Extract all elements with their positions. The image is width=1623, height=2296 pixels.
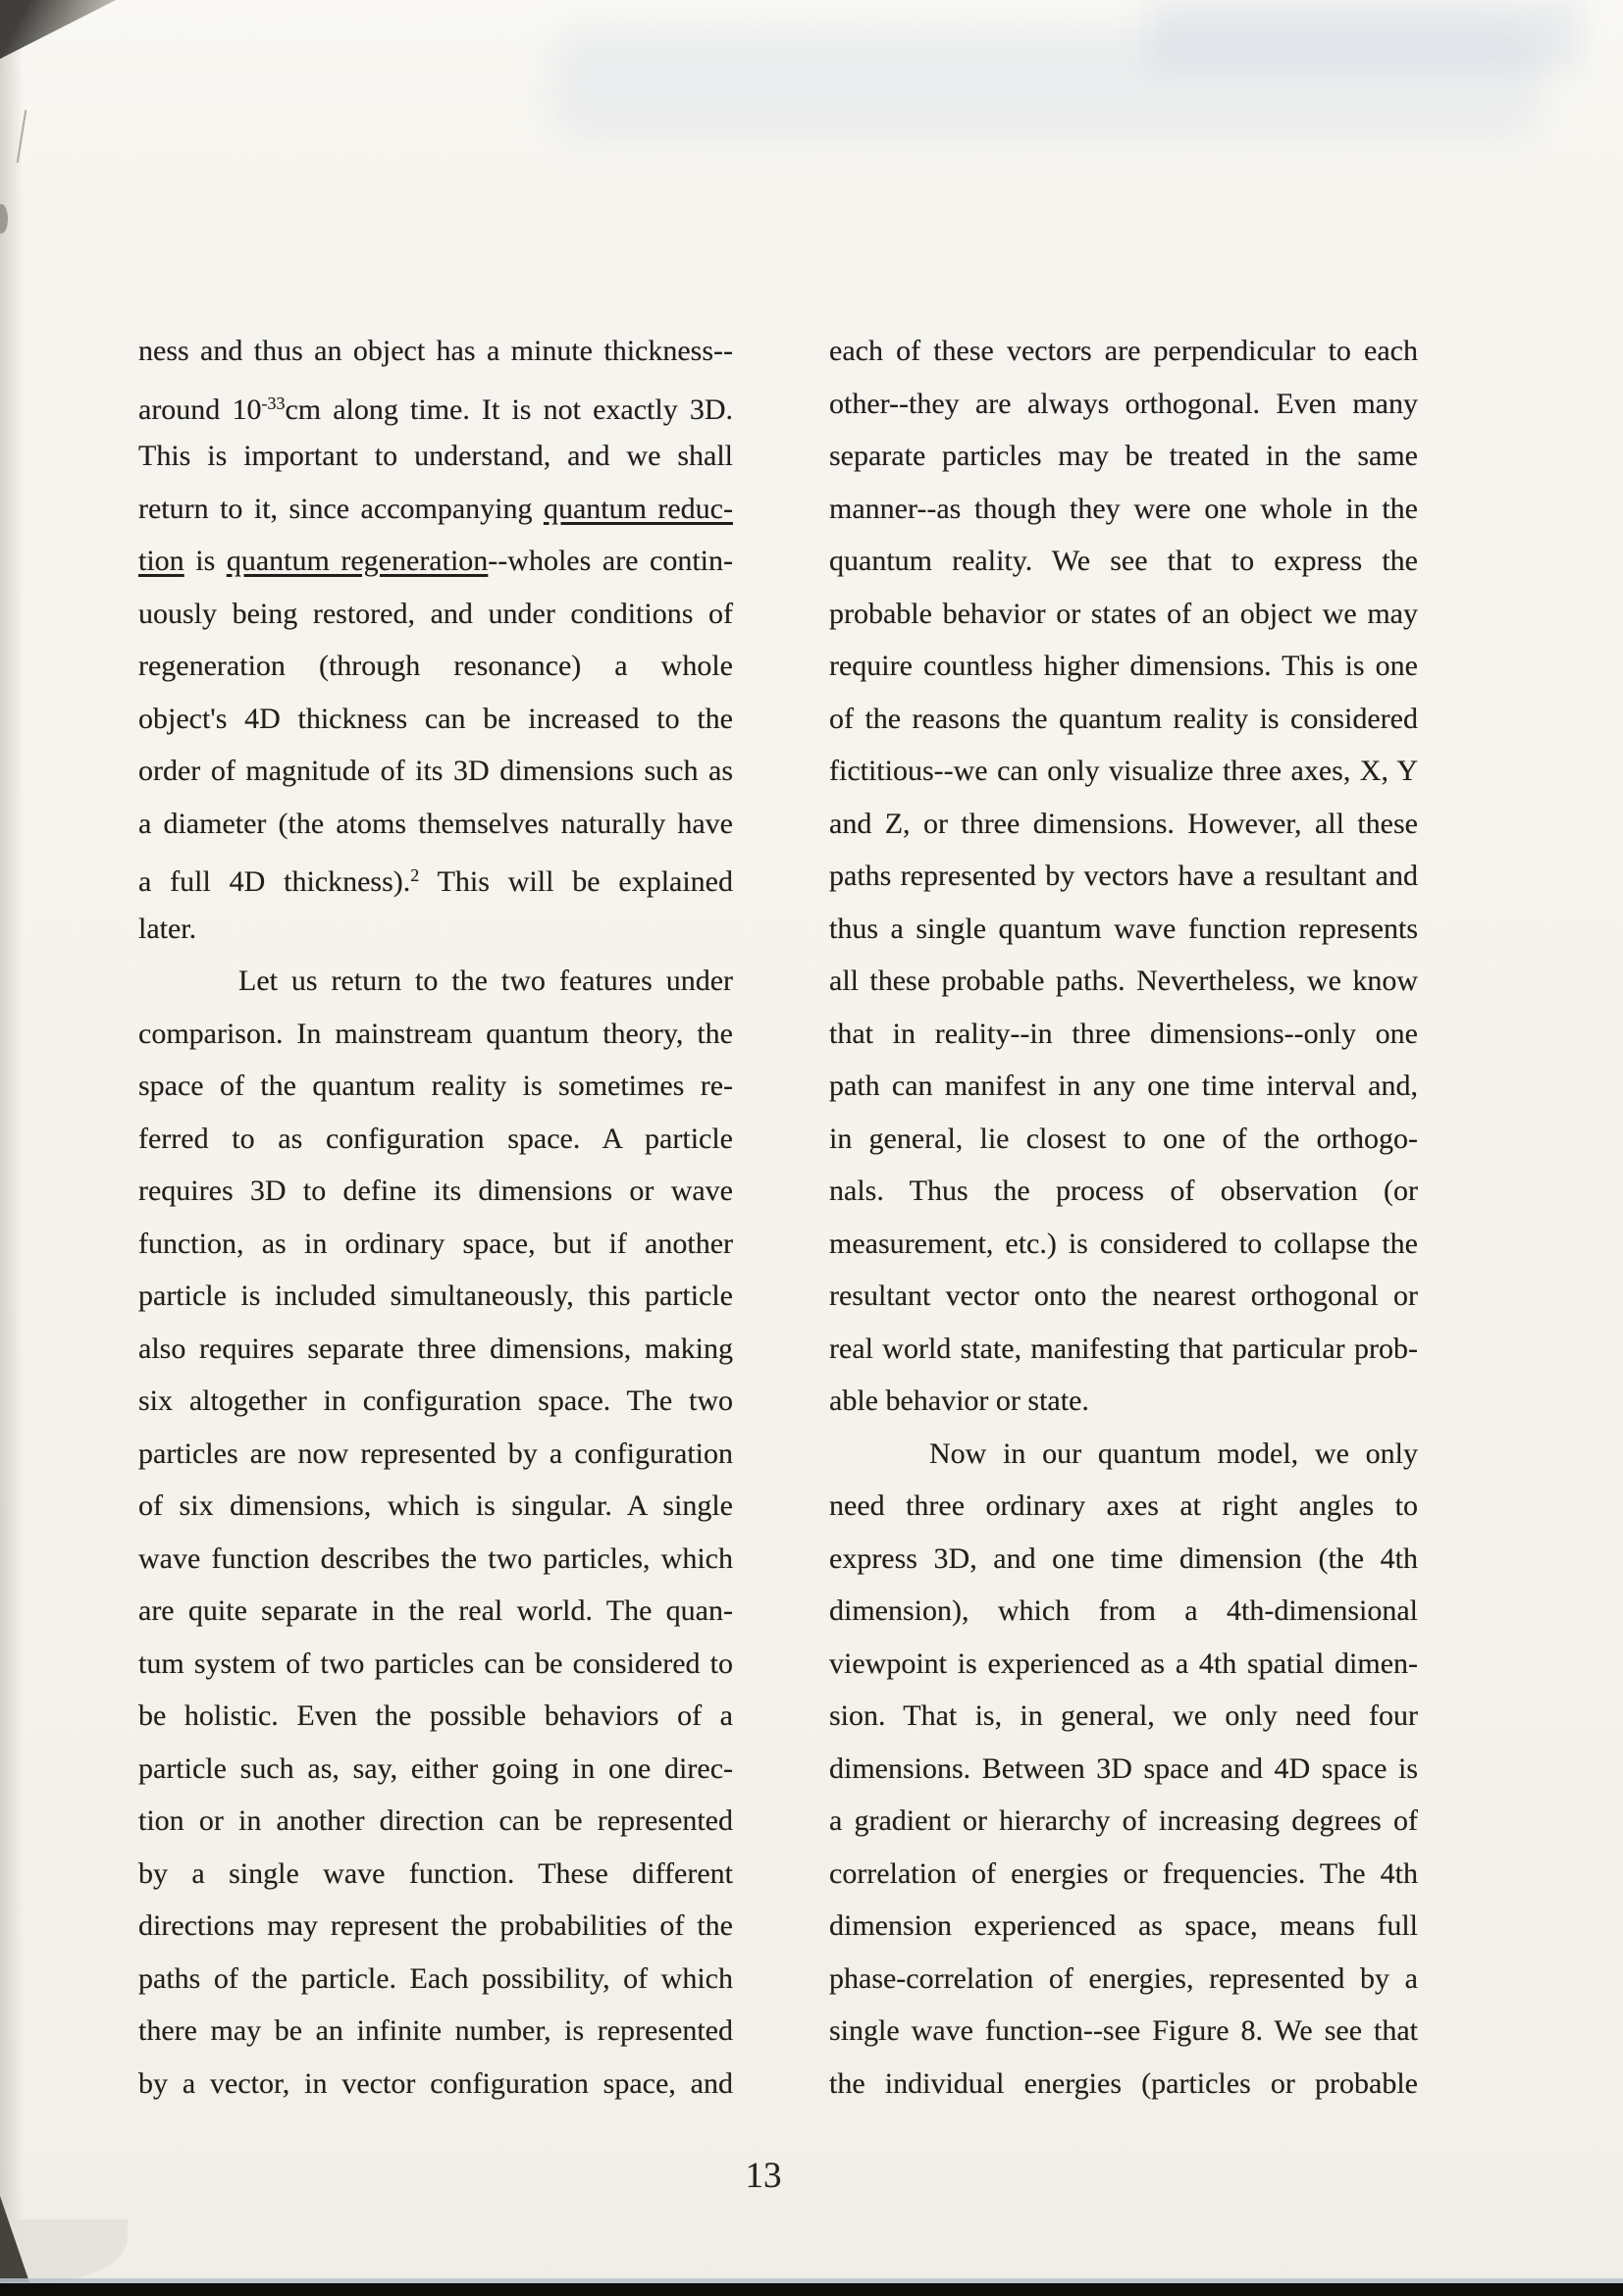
scan-bottom-edge-line (0, 2278, 1623, 2283)
text-line: separate particles may be treated in the same (829, 440, 1418, 472)
text-line: thus a single quantum wave function represents (829, 912, 1418, 945)
text-line: able behavior or state. (829, 1384, 1089, 1417)
scan-scratch-mark (17, 110, 26, 163)
text-line: need three ordinary axes at right angles to (829, 1489, 1418, 1522)
text-line: all these probable paths. Nevertheless, we know (829, 965, 1418, 997)
text-line: that in reality--in three dimensions--only one (829, 1017, 1418, 1050)
text-line: comparison. In mainstream quantum theory, the (138, 1017, 733, 1050)
text-line: later. (138, 912, 197, 945)
text-line: a diameter (the atoms themselves naturally have (138, 807, 733, 840)
text-line: tum system of two particles can be considered to (138, 1646, 733, 1680)
text-line: a gradient or hierarchy of increasing degrees of (829, 1804, 1418, 1837)
scan-bottom-left-corner (0, 2196, 29, 2282)
text-line: single wave function--see Figure 8. We see that (829, 2014, 1418, 2047)
scan-tint-band (550, 27, 1541, 140)
text-line: requires 3D to define its dimensions or wave (138, 1174, 733, 1207)
scan-tint-band (1148, 0, 1580, 71)
text-line: nals. Thus the process of observation (or (829, 1174, 1418, 1207)
text-line: by a vector, in vector configuration space, and (138, 2066, 733, 2100)
text-line: correlation of energies or frequencies. The 4th (829, 1856, 1418, 1890)
text-line: wave function describes the two particles, which (138, 1541, 733, 1575)
text-line: dimensions. Between 3D space and 4D space is (829, 1751, 1418, 1785)
superscript-text: -33 (261, 392, 286, 413)
text-line: regeneration (through resonance) a whole (138, 650, 733, 682)
text-line: of the reasons the quantum reality is considered (829, 702, 1418, 735)
text-line: order of magnitude of its 3D dimensions such as (138, 755, 733, 787)
scan-bottom-black-bar (0, 2283, 1623, 2296)
text-line: dimension experienced as space, means full (829, 1909, 1418, 1942)
text-line: quantum reality. We see that to express the (829, 545, 1418, 577)
text-line: function, as in ordinary space, but if another (138, 1226, 733, 1260)
page-number: 13 (745, 2156, 782, 2196)
text-line: the individual energies (particles or probable (829, 2066, 1418, 2100)
text-line: sion. That is, in general, we only need four (829, 1699, 1418, 1732)
text-line: also requires separate three dimensions, making (138, 1331, 733, 1365)
text-line: each of these vectors are perpendicular to each (829, 335, 1418, 367)
underlined-term: quantum reduc- (543, 492, 733, 525)
text-line: and Z, or three dimensions. However, all these (829, 807, 1418, 840)
text-line: there may be an infinite number, is represented (138, 2014, 733, 2047)
text-line: real world state, manifesting that particular prob- (829, 1331, 1418, 1365)
text-line: measurement, etc.) is considered to collapse the (829, 1226, 1418, 1260)
superscript-text: 2 (410, 865, 420, 885)
text-line: space of the quantum reality is sometimes re- (138, 1070, 733, 1102)
text-line: Now in our quantum model, we only (929, 1436, 1418, 1470)
text-line: resultant vector onto the nearest orthogonal or (829, 1279, 1418, 1312)
text-line: This is important to understand, and we shall (138, 440, 733, 472)
text-line: of six dimensions, which is singular. A single (138, 1489, 733, 1522)
text-line: probable behavior or states of an object we may (829, 597, 1418, 630)
text-line: tion or in another direction can be represented (138, 1804, 733, 1837)
text-line: path can manifest in any one time interval and, (829, 1070, 1418, 1102)
text-line: viewpoint is experienced as a 4th spatial dimen- (829, 1646, 1418, 1680)
text-line: six altogether in configuration space. The two (138, 1384, 733, 1417)
text-line: Let us return to the two features under (238, 965, 733, 997)
text-line: in general, lie closest to one of the orthogo- (829, 1122, 1418, 1155)
text-line: dimension), which from a 4th-dimensional (829, 1594, 1418, 1627)
text-line: uously being restored, and under conditions of (138, 597, 733, 630)
text-line: paths represented by vectors have a resultant and (829, 860, 1418, 892)
text-line: particle is included simultaneously, this particle (138, 1279, 733, 1312)
scan-bottom-left-curl (0, 2219, 128, 2282)
text-line: manner--as though they were one whole in the (829, 492, 1418, 525)
text-line: by a single wave function. These different (138, 1856, 733, 1890)
text-line: express 3D, and one time dimension (the 4th (829, 1541, 1418, 1575)
text-line: around $10^{-33}cm$ along time. It is not exactly 3D. (138, 392, 733, 426)
text-line: directions may represent the probabilities of the (138, 1909, 733, 1942)
text-line: a full 4D thickness).$^2$ This will be explained (138, 864, 733, 898)
text-line: return to it, since accompanying quantum reduc- (138, 492, 733, 525)
text-line: require countless higher dimensions. This is one (829, 650, 1418, 682)
scan-top-left-corner (0, 0, 116, 59)
text-line: paths of the particle. Each possibility, of which (138, 1961, 733, 1995)
underlined-term: quantum regeneration (226, 545, 489, 577)
left-text-column (138, 325, 733, 2110)
text-line: be holistic. Even the possible behaviors of a (138, 1699, 733, 1732)
underlined-term: tion (138, 545, 184, 577)
scan-left-edge-shadow (0, 0, 24, 2296)
scan-edge-notch (0, 204, 8, 234)
text-line: particles are now represented by a configuration (138, 1436, 733, 1470)
text-line: fictitious--we can only visualize three axes, X, Y (829, 755, 1418, 787)
text-line: other--they are always orthogonal. Even many (829, 387, 1418, 420)
text-line: phase-correlation of energies, represented by a (829, 1961, 1418, 1995)
text-line: are quite separate in the real world. The quan- (138, 1594, 733, 1627)
text-line: object's 4D thickness can be increased to the (138, 702, 733, 735)
right-text-column (829, 325, 1418, 2110)
text-line: particle such as, say, either going in one direc- (138, 1751, 733, 1785)
text-line: ferred to as configuration space. A particle (138, 1122, 733, 1155)
text-line: ness and thus an object has a minute thickness-- (138, 335, 733, 367)
text-line: tion is quantum regeneration--wholes are contin- (138, 545, 733, 577)
